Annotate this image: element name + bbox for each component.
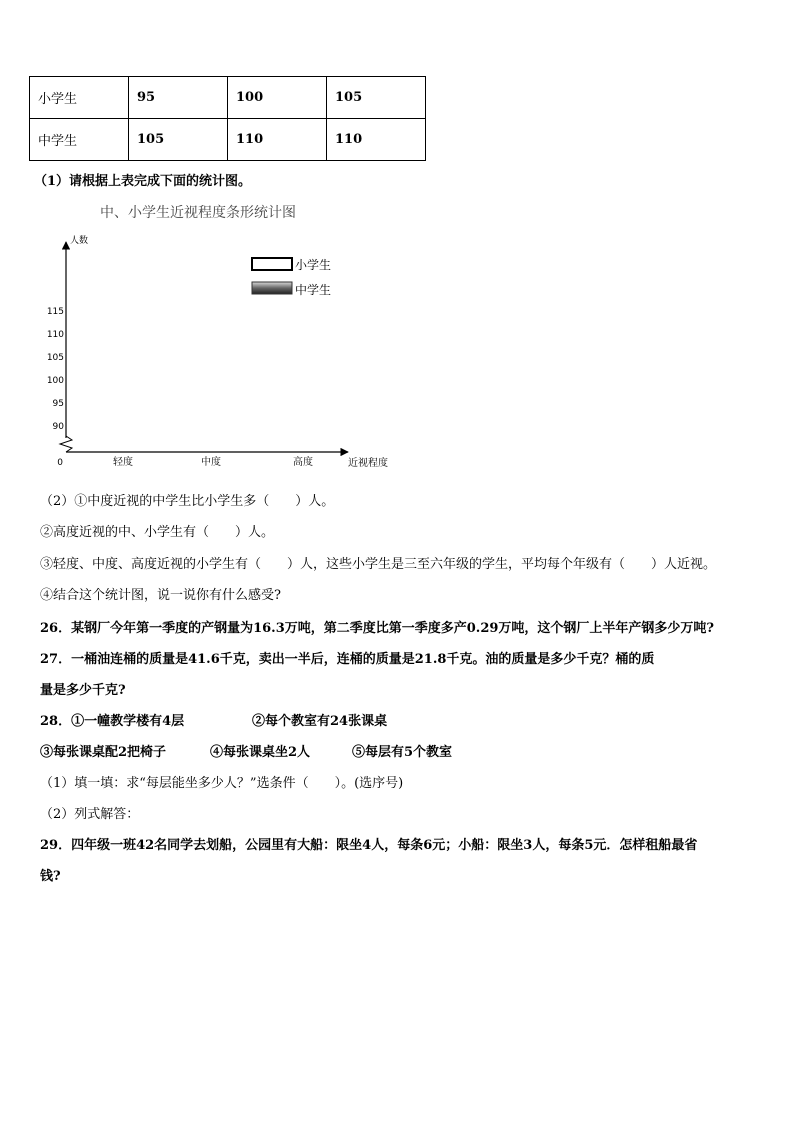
legend-label-middle: 中学生 [295, 283, 332, 297]
y-tick-label: 115 [46, 307, 64, 317]
y-tick-label: 90 [52, 422, 64, 432]
question-28-cond-1: 28．①一幢教学楼有4层 [40, 714, 185, 729]
y-tick-label: 105 [46, 353, 64, 363]
legend-swatch-primary [252, 258, 292, 270]
question-28-part-1: （1）填一填：求“每层能坐多少人？”选条件（ ）。(选序号) [40, 776, 404, 791]
table-cell: 105 [327, 77, 426, 119]
legend-swatch-middle [252, 282, 292, 294]
table-cell: 100 [228, 77, 327, 119]
y-tick-label: 95 [52, 399, 64, 409]
y-tick-label: 110 [46, 330, 64, 340]
question-28-cond-3: ③每张课桌配2把椅子 [40, 745, 167, 760]
question-2-4: ④结合这个统计图，说一说你有什么感受? [40, 588, 281, 603]
question-2-3: ③轻度、中度、高度近视的小学生有（ ）人，这些小学生是三至六年级的学生，平均每个年级有（ ）人近视。 [40, 557, 717, 572]
x-category-label: 轻度 [113, 457, 133, 468]
question-27-line2: 量是多少千克? [40, 683, 126, 698]
question-28-part-2: （2）列式解答： [40, 807, 140, 822]
question-2-2: ②高度近视的中、小学生有（ ）人。 [40, 525, 275, 540]
question-28-cond-4: ④每张课桌坐2人 [210, 745, 311, 760]
question-27-line1: 27．一桶油连桶的质量是41.6千克，卖出一半后，连桶的质量是21.8千克。油的质量是多少千克？桶的质 [40, 652, 655, 667]
question-28-cond-5: ⑤每层有5个教室 [352, 745, 453, 760]
question-28-cond-2: ②每个教室有24张课桌 [252, 714, 388, 729]
table-row [30, 119, 426, 161]
x-category-label: 高度 [293, 457, 313, 468]
question-26: 26．某钢厂今年第一季度的产钢量为16.3万吨，第二季度比第一季度多产0.29万吨，这个钢厂上半年产钢多少万吨? [40, 621, 715, 636]
question-2-1: （2）①中度近视的中学生比小学生多（ ）人。 [40, 494, 335, 509]
row-label: 中学生 [30, 119, 129, 161]
question-29-line1: 29．四年级一班42名同学去划船，公园里有大船：限坐4人，每条6元；小船：限坐3人，每条5元．怎样租船最省 [40, 838, 698, 853]
y-axis-label: 人数 [70, 236, 89, 246]
data-table [29, 76, 426, 161]
y-tick-label: 0 [57, 458, 63, 468]
x-category-label: 中度 [201, 457, 221, 468]
table-cell: 110 [327, 119, 426, 161]
row-label: 小学生 [30, 77, 129, 119]
x-categories [113, 455, 313, 468]
table-cell: 105 [129, 119, 228, 161]
x-axis-label: 近视程度 [348, 458, 388, 469]
table-cell: 110 [228, 119, 327, 161]
bar-chart [30, 228, 400, 473]
legend-label-primary: 小学生 [295, 258, 332, 272]
question-29-line2: 钱? [40, 869, 61, 884]
axis-break [60, 436, 72, 452]
table-row [30, 77, 426, 119]
y-tick-label: 100 [46, 376, 64, 386]
chart-title: 中、小学生近视程度条形统计图 [100, 205, 296, 221]
question-1: （1）请根据上表完成下面的统计图。 [34, 174, 252, 189]
table-cell: 95 [129, 77, 228, 119]
